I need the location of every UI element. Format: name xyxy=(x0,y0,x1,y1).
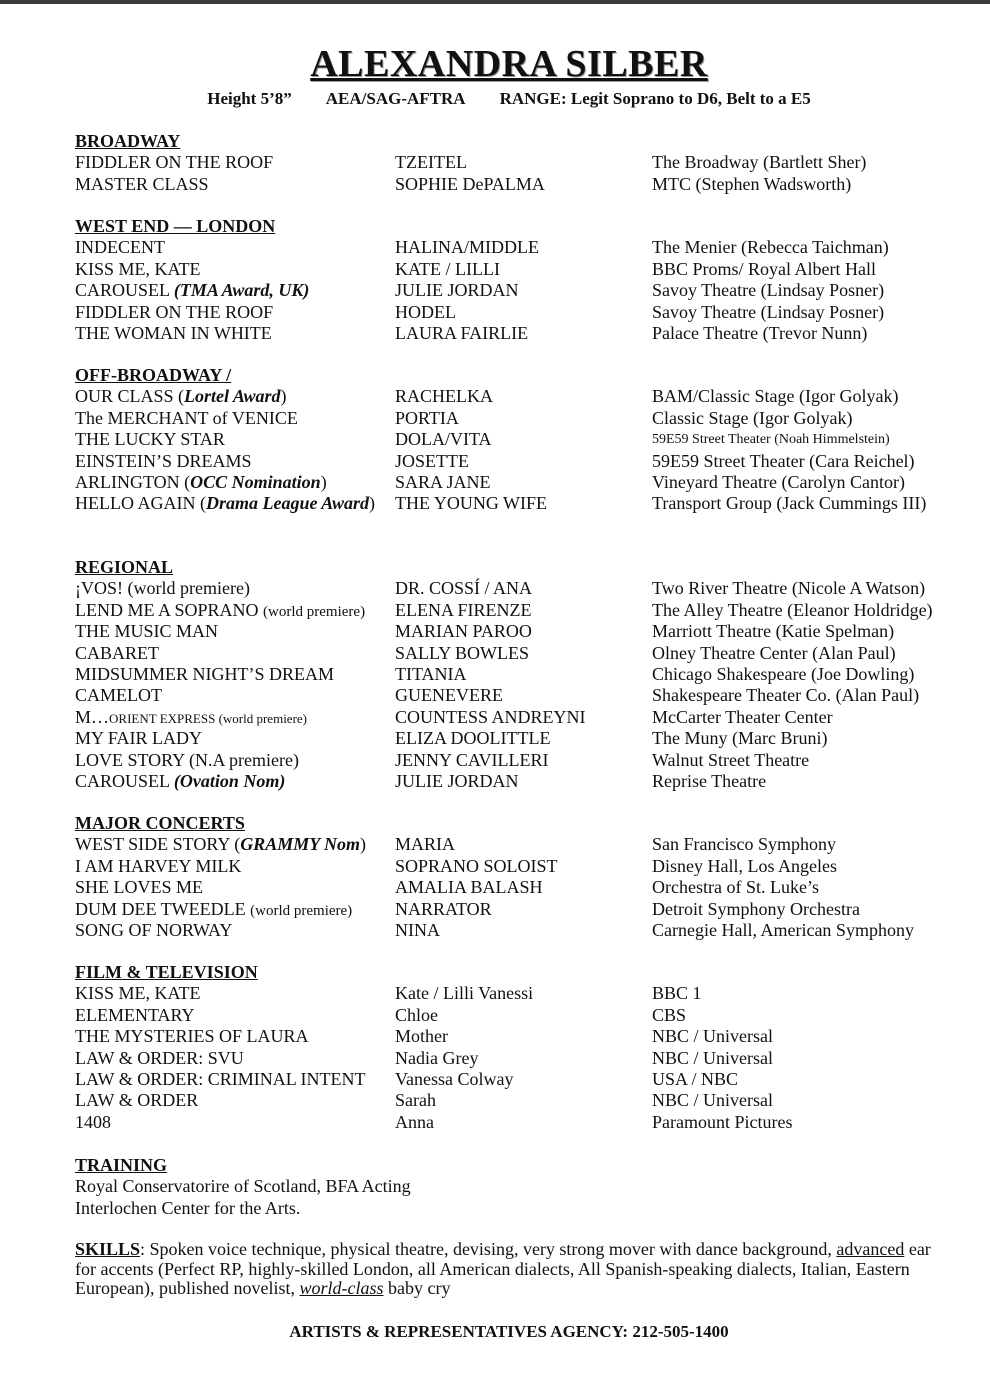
section-off-broadway xyxy=(75,365,955,515)
credit-role: KATE / LILLI xyxy=(395,258,500,279)
credit-title xyxy=(75,834,366,855)
skills-label: SKILLS xyxy=(75,1239,141,1259)
credit-venue: The Muny (Marc Bruni) xyxy=(652,728,828,749)
credit-venue: McCarter Theater Center xyxy=(652,706,833,727)
credit-title: THE LUCKY STAR xyxy=(75,429,225,450)
credit-venue: Transport Group (Jack Cummings III) xyxy=(652,493,927,514)
credit-title xyxy=(75,280,309,301)
credit-role: PORTIA xyxy=(395,407,459,428)
agency-contact: ARTISTS & REPRESENTATIVES AGENCY: 212-505-1400 xyxy=(289,1322,729,1341)
credit-row xyxy=(75,834,955,855)
credit-title-text: HELLO AGAIN ( xyxy=(75,493,206,514)
section-major-concerts xyxy=(75,813,955,941)
credit-role: HALINA/MIDDLE xyxy=(395,237,539,258)
credit-title xyxy=(75,707,307,729)
credit-venue: BAM/Classic Stage (Igor Golyak) xyxy=(652,386,899,407)
section-heading: FILM & TELEVISION xyxy=(75,962,258,982)
skills-text: ear for accents (Perfect RP, highly-skilled London, all American dialects, All Spanish-speaking dialects, Italian, Eastern European), published novelist, xyxy=(75,1239,931,1298)
credit-venue: San Francisco Symphony xyxy=(652,834,836,855)
training-line: Royal Conservatorire of Scotland, BFA Acting xyxy=(75,1176,411,1197)
credit-row xyxy=(75,750,955,771)
section-heading: TRAINING xyxy=(75,1155,168,1175)
credit-title-note: ORIENT EXPRESS (world premiere) xyxy=(109,710,307,726)
credit-role: Nadia Grey xyxy=(395,1047,479,1068)
credit-row xyxy=(75,920,955,941)
credit-role: GUENEVERE xyxy=(395,685,503,706)
credit-role: ELENA FIRENZE xyxy=(395,599,532,620)
credit-title xyxy=(75,472,327,493)
credit-role: Vanessa Colway xyxy=(395,1068,514,1089)
credit-title: THE WOMAN IN WHITE xyxy=(75,322,272,343)
vital-stats xyxy=(0,89,990,109)
credit-role: TITANIA xyxy=(395,663,467,684)
section-broadway xyxy=(75,131,955,195)
credit-title: LAW & ORDER: SVU xyxy=(75,1047,244,1068)
credit-venue: Carnegie Hall, American Symphony xyxy=(652,919,914,940)
credit-role: DOLA/VITA xyxy=(395,429,492,450)
credit-venue: Reprise Theatre xyxy=(652,770,767,791)
credit-title: ¡VOS! (world premiere) xyxy=(75,578,250,599)
credit-role: JOSETTE xyxy=(395,450,469,471)
credit-row xyxy=(75,152,955,173)
credit-role: SARA JANE xyxy=(395,471,491,492)
section-skills xyxy=(75,1240,955,1299)
credit-title-text: M… xyxy=(75,706,110,727)
credit-row xyxy=(75,664,955,685)
credit-title: SONG OF NORWAY xyxy=(75,919,233,940)
credit-venue: MTC (Stephen Wadsworth) xyxy=(652,173,852,194)
credit-venue: Detroit Symphony Orchestra xyxy=(652,898,860,919)
credit-venue: NBC / Universal xyxy=(652,1090,773,1111)
credit-role: LAURA FAIRLIE xyxy=(395,322,529,343)
page-title: ALEXANDRA SILBER xyxy=(310,43,708,85)
section-heading: REGIONAL xyxy=(75,557,174,577)
credit-venue: The Broadway (Bartlett Sher) xyxy=(652,152,867,173)
credit-title: CABARET xyxy=(75,642,160,663)
credit-title: INDECENT xyxy=(75,237,165,258)
credit-row xyxy=(75,1112,955,1133)
credit-title xyxy=(75,386,287,407)
credit-role: Kate / Lilli Vanessi xyxy=(395,983,534,1004)
credit-title: I AM HARVEY MILK xyxy=(75,855,242,876)
credit-venue: Savoy Theatre (Lindsay Posner) xyxy=(652,301,885,322)
credit-row xyxy=(75,707,955,728)
credit-role: Sarah xyxy=(395,1090,436,1111)
credit-title: FIDDLER ON THE ROOF xyxy=(75,301,274,322)
award-note: OCC Nomination xyxy=(190,471,321,492)
section-west-end xyxy=(75,216,955,344)
credit-row xyxy=(75,621,955,642)
credit-row xyxy=(75,1026,955,1047)
section-training xyxy=(75,1155,955,1219)
credit-row xyxy=(75,1005,955,1026)
credit-title-tail: ) xyxy=(360,834,367,855)
credit-title-text: ARLINGTON ( xyxy=(75,471,191,492)
credit-title: LAW & ORDER xyxy=(75,1090,199,1111)
credit-row xyxy=(75,643,955,664)
credit-title-text: DUM DEE TWEEDLE xyxy=(75,898,251,919)
credit-title: ELEMENTARY xyxy=(75,1004,195,1025)
section-heading: MAJOR CONCERTS xyxy=(75,813,245,833)
credit-title: FIDDLER ON THE ROOF xyxy=(75,152,274,173)
credit-venue: Shakespeare Theater Co. (Alan Paul) xyxy=(652,685,920,706)
credit-row xyxy=(75,408,955,429)
credit-role: THE YOUNG WIFE xyxy=(395,493,547,514)
credit-title-text: CAROUSEL xyxy=(75,280,174,301)
credit-venue: Palace Theatre (Trevor Nunn) xyxy=(652,322,868,343)
credit-role: RACHELKA xyxy=(395,386,493,407)
credit-title: LOVE STORY (N.A premiere) xyxy=(75,749,299,770)
credit-title xyxy=(75,771,285,792)
credit-title: CAMELOT xyxy=(75,685,162,706)
section-heading: BROADWAY xyxy=(75,131,181,151)
credit-venue: BBC Proms/ Royal Albert Hall xyxy=(652,258,877,279)
credit-row xyxy=(75,323,955,344)
credit-row xyxy=(75,280,955,301)
section-heading: OFF-BROADWAY / xyxy=(75,365,232,385)
credit-row xyxy=(75,877,955,898)
credit-venue: CBS xyxy=(652,1004,687,1025)
credit-row xyxy=(75,174,955,195)
credit-title xyxy=(75,493,375,514)
credit-venue: Two River Theatre (Nicole A Watson) xyxy=(652,578,926,599)
credit-title: MY FAIR LADY xyxy=(75,728,203,749)
credit-venue: Marriott Theatre (Katie Spelman) xyxy=(652,621,895,642)
credit-venue: Vineyard Theatre (Carolyn Cantor) xyxy=(652,471,905,492)
credit-venue: 59E59 Street Theater (Noah Himmelstein) xyxy=(652,432,890,448)
credit-title: THE MUSIC MAN xyxy=(75,621,219,642)
skills-text: baby cry xyxy=(383,1278,451,1298)
credit-title: KISS ME, KATE xyxy=(75,983,201,1004)
credit-title: MIDSUMMER NIGHT’S DREAM xyxy=(75,663,335,684)
range-stat: RANGE: Legit Soprano to D6, Belt to a E5 xyxy=(499,89,811,108)
credit-title: SHE LOVES ME xyxy=(75,877,204,898)
credit-row xyxy=(75,386,955,407)
credit-venue: Disney Hall, Los Angeles xyxy=(652,855,837,876)
skills-advanced: advanced xyxy=(836,1239,905,1259)
credit-row xyxy=(75,578,955,599)
credit-venue: Chicago Shakespeare (Joe Dowling) xyxy=(652,663,915,684)
credit-row xyxy=(75,429,955,450)
credit-row xyxy=(75,685,955,706)
credit-title: KISS ME, KATE xyxy=(75,258,201,279)
credit-row xyxy=(75,1069,955,1090)
credit-role: DR. COSSÍ / ANA xyxy=(395,578,533,599)
award-note: Drama League Award xyxy=(205,493,369,514)
credit-venue: The Menier (Rebecca Taichman) xyxy=(652,237,889,258)
credit-role: Chloe xyxy=(395,1004,438,1025)
credit-row xyxy=(75,983,955,1004)
credit-role: HODEL xyxy=(395,301,456,322)
credit-venue: Orchestra of St. Luke’s xyxy=(652,877,819,898)
credit-title-text: LEND ME A SOPRANO xyxy=(75,599,264,620)
credit-title xyxy=(75,899,352,922)
credit-role: NINA xyxy=(395,919,440,940)
section-film-television xyxy=(75,962,955,1133)
credit-role: ELIZA DOOLITTLE xyxy=(395,728,551,749)
credit-row xyxy=(75,259,955,280)
credit-title: THE MYSTERIES OF LAURA xyxy=(75,1026,309,1047)
credit-role: MARIA xyxy=(395,834,456,855)
training-line: Interlochen Center for the Arts. xyxy=(75,1197,301,1218)
credit-row xyxy=(75,856,955,877)
credit-row xyxy=(75,302,955,323)
credit-role: JENNY CAVILLERI xyxy=(395,749,549,770)
credit-title-note: (world premiere) xyxy=(250,902,353,919)
credit-title: 1408 xyxy=(75,1111,111,1132)
credit-row xyxy=(75,237,955,258)
credit-title xyxy=(75,600,365,623)
credit-venue: Olney Theatre Center (Alan Paul) xyxy=(652,642,896,663)
credit-role: JULIE JORDAN xyxy=(395,280,519,301)
credit-role: TZEITEL xyxy=(395,152,467,173)
credit-title-text: CAROUSEL xyxy=(75,770,174,791)
credit-row xyxy=(75,728,955,749)
credit-row xyxy=(75,600,955,621)
union-stat: AEA/SAG-AFTRA xyxy=(325,89,466,108)
award-note: (TMA Award, UK) xyxy=(173,280,310,301)
credit-venue: NBC / Universal xyxy=(652,1047,773,1068)
section-regional xyxy=(75,557,955,792)
credit-venue: Walnut Street Theatre xyxy=(652,749,810,770)
credit-role: Anna xyxy=(395,1111,434,1132)
award-note: Lortel Award xyxy=(184,386,281,407)
credit-venue: USA / NBC xyxy=(652,1068,739,1089)
credit-title-text: WEST SIDE STORY ( xyxy=(75,834,241,855)
credit-title: The MERCHANT of VENICE xyxy=(75,407,298,428)
credit-row xyxy=(75,1090,955,1111)
credit-row xyxy=(75,451,955,472)
credit-role: JULIE JORDAN xyxy=(395,770,519,791)
credit-venue: 59E59 Street Theater (Cara Reichel) xyxy=(652,450,915,471)
credit-venue: BBC 1 xyxy=(652,983,702,1004)
credit-title-text: OUR CLASS ( xyxy=(75,386,185,407)
section-heading: WEST END — LONDON xyxy=(75,216,276,236)
award-note: GRAMMY Nom xyxy=(240,834,361,855)
credit-role: AMALIA BALASH xyxy=(395,877,543,898)
top-border xyxy=(0,0,990,4)
credit-row xyxy=(75,899,955,920)
credit-role: MARIAN PAROO xyxy=(395,621,532,642)
credit-venue: The Alley Theatre (Eleanor Holdridge) xyxy=(652,599,933,620)
credit-row xyxy=(75,472,955,493)
credit-row xyxy=(75,771,955,792)
credit-row xyxy=(75,493,955,514)
credit-row xyxy=(75,1048,955,1069)
credit-title-tail: ) xyxy=(369,493,375,514)
credit-venue: NBC / Universal xyxy=(652,1026,773,1047)
credit-title: LAW & ORDER: CRIMINAL INTENT xyxy=(75,1068,366,1089)
credit-role: NARRATOR xyxy=(395,898,492,919)
credit-venue: Savoy Theatre (Lindsay Posner) xyxy=(652,280,885,301)
credit-venue: Classic Stage (Igor Golyak) xyxy=(652,407,853,428)
credit-title: MASTER CLASS xyxy=(75,173,209,194)
skills-world-class: world-class xyxy=(299,1278,384,1298)
credit-venue: Paramount Pictures xyxy=(652,1111,793,1132)
credit-title: EINSTEIN’S DREAMS xyxy=(75,450,252,471)
credit-role: SALLY BOWLES xyxy=(395,642,530,663)
credit-role: Mother xyxy=(395,1026,448,1047)
credit-title-note: (world premiere) xyxy=(263,603,366,620)
credit-role: SOPHIE DePALMA xyxy=(395,173,545,194)
credit-title-tail: ) xyxy=(320,471,327,492)
credit-title-tail: ) xyxy=(280,386,287,407)
credit-role: COUNTESS ANDREYNI xyxy=(395,706,586,727)
award-note: (Ovation Nom) xyxy=(173,770,286,791)
height-stat: Height 5’8” xyxy=(207,89,292,108)
credit-role: SOPRANO SOLOIST xyxy=(395,855,558,876)
skills-text: : Spoken voice technique, physical theatre, devising, very strong mover with dance background, xyxy=(140,1239,837,1259)
